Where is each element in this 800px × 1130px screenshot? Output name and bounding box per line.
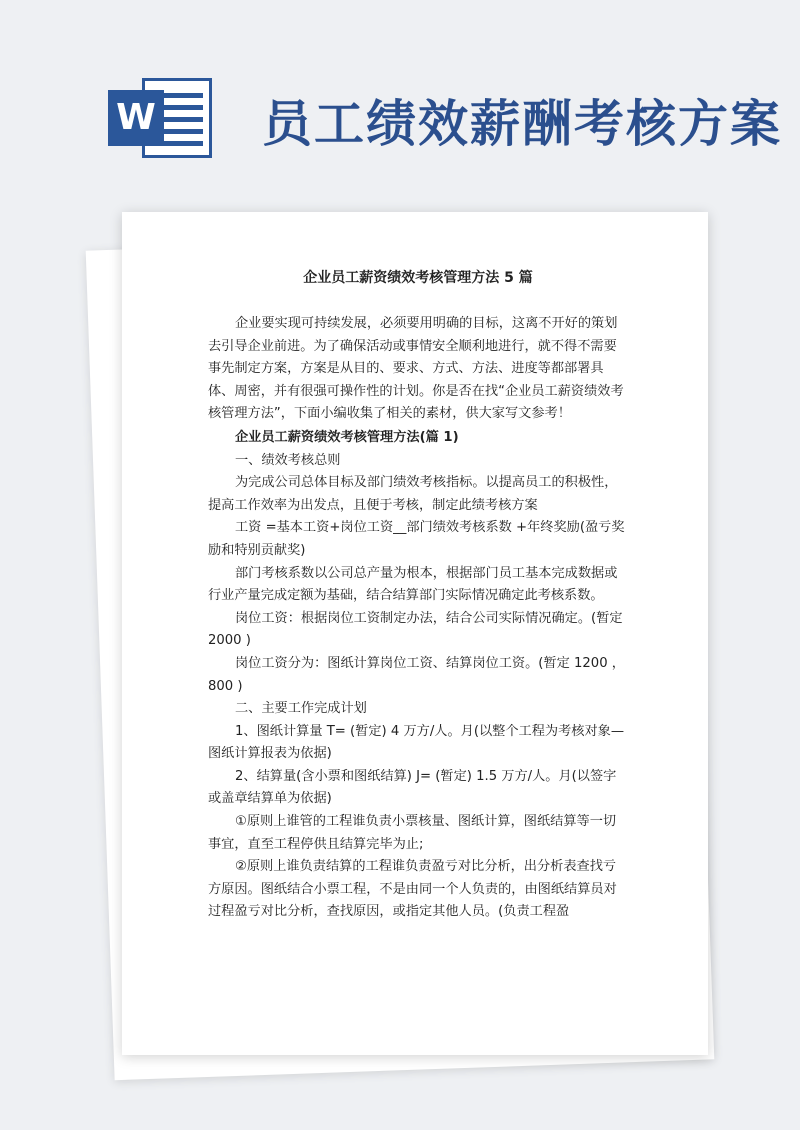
paragraph: 一、绩效考核总则 bbox=[235, 452, 341, 468]
page-title: 员工绩效薪酬考核方案 bbox=[262, 95, 782, 153]
paragraph: 1、图纸计算量 T= (暂定) 4 万方/人。月(以整个工程为考核对象—图纸计算报表为依据) bbox=[208, 723, 625, 762]
section-heading: 企业员工薪资绩效考核管理方法(篇 1) bbox=[235, 429, 459, 445]
word-logo-letter: W bbox=[108, 90, 164, 146]
paragraph: 二、主要工作完成计划 bbox=[235, 701, 367, 717]
document-title: 企业员工薪资绩效考核管理方法 5 篇 bbox=[303, 270, 533, 286]
document-body bbox=[208, 267, 628, 924]
paragraph: 岗位工资分为：图纸计算岗位工资、结算岗位工资。(暂定 1200 ，800 ) bbox=[208, 655, 625, 694]
word-document-icon bbox=[108, 72, 218, 164]
header-banner bbox=[0, 0, 800, 200]
paragraph: 工资 =基本工资+岗位工资__部门绩效考核系数 +年终奖励(盈亏奖励和特别贡献奖) bbox=[208, 520, 625, 558]
paragraph: ②原则上谁负责结算的工程谁负责盈亏对比分析，出分析表查找亏方原因。图纸结合小票工程，不是由同一个人负责的，由图纸结算员对过程盈亏对比分析，查找原因，或指定其他人员。(负责工程盈 bbox=[208, 859, 617, 920]
paragraph: ①原则上谁管的工程谁负责小票核量、图纸计算，图纸结算等一切事宜，直至工程停供且结算完毕为止; bbox=[208, 814, 617, 852]
paragraph: 部门考核系数以公司总产量为根本，根据部门员工基本完成数据或行业产量完成定额为基础，结合结算部门实际情况确定此考核系数。 bbox=[208, 565, 618, 604]
paragraph: 2、结算量(含小票和图纸结算) J= (暂定) 1.5 万方/人。月(以签字或盖章结算单为依据) bbox=[208, 768, 617, 807]
paragraph: 岗位工资：根据岗位工资制定办法，结合公司实际情况确定。(暂定 2000 ) bbox=[208, 610, 623, 649]
document-page bbox=[122, 212, 708, 1055]
paragraph-intro: 企业要实现可持续发展，必须要用明确的目标，这离不开好的策划去引导企业前进。为了确保活动或事情安全顺利地进行，就不得不需要事先制定方案，方案是从目的、要求、方式、方法、进度等都部署具体、周密，并有很强可操作性的计划。你是否在找“企业员工薪资绩效考核管理方法”，下面小编收集了相关的素材，供大家写文参考！ bbox=[208, 316, 624, 422]
paragraph: 为完成公司总体目标及部门绩效考核指标。以提高员工的积极性，提高工作效率为出发点，且便于考核，制定此绩考核方案 bbox=[208, 475, 618, 513]
